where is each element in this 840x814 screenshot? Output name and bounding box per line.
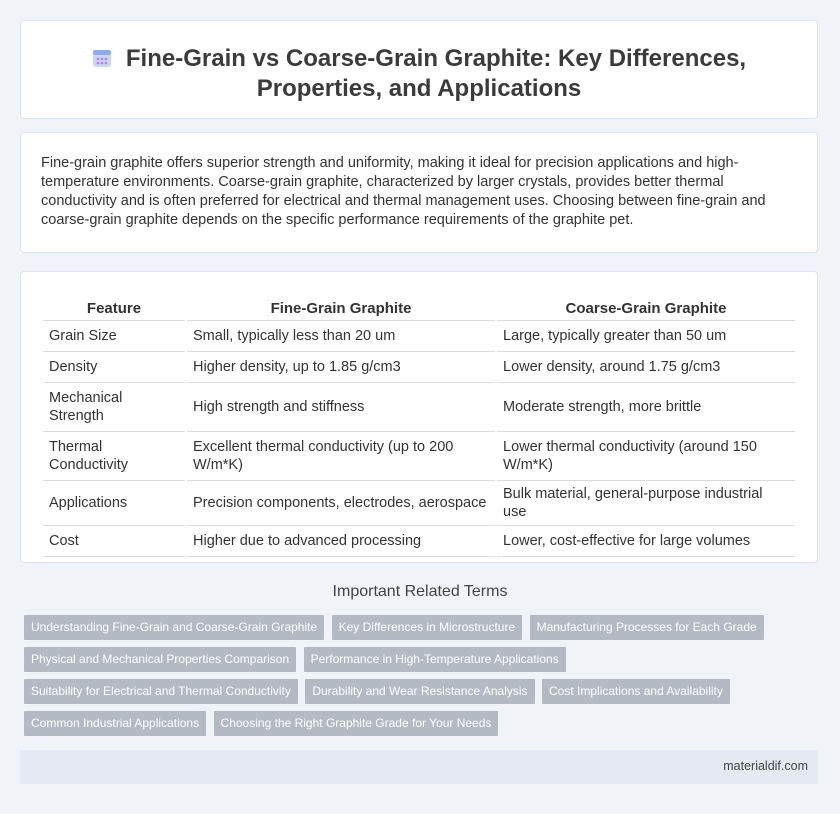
intro-card (20, 132, 818, 253)
table-cell: Higher density, up to 1.85 g/cm3 (187, 352, 495, 383)
table-header-cell: Feature (43, 296, 185, 321)
table-cell: Bulk material, general-purpose industrial use (497, 481, 795, 526)
table-cell: Applications (43, 481, 185, 526)
related-terms-list (24, 615, 824, 743)
table-row (43, 481, 795, 526)
related-term-tag[interactable]: Suitability for Electrical and Thermal Conductivity (24, 679, 298, 704)
header-card (20, 20, 818, 119)
related-term-tag[interactable]: Physical and Mechanical Properties Comparison (24, 647, 296, 672)
related-term-tag[interactable]: Durability and Wear Resistance Analysis (305, 679, 534, 704)
comparison-table (41, 296, 797, 557)
table-cell: Precision components, electrodes, aerospace (187, 481, 495, 526)
intro-paragraph: Fine-grain graphite offers superior strength and uniformity, making it ideal for precision applications and high-temperature environments. Coarse-grain graphite, characterized by larger crystals, provides better thermal conductivity and is often preferred for electrical and thermal management uses. Choosing between fine-grain and coarse-grain graphite depends on the specific performance requirements of the graphite pet. (41, 155, 766, 228)
calendar-grid-icon (92, 48, 112, 68)
table-cell: Lower thermal conductivity (around 150 W/m*K) (497, 432, 795, 481)
table-cell: Higher due to advanced processing (187, 526, 495, 557)
related-term-tag[interactable]: Performance in High-Temperature Applications (304, 647, 566, 672)
table-row (43, 321, 795, 352)
table-cell: Lower, cost-effective for large volumes (497, 526, 795, 557)
table-cell: Grain Size (43, 321, 185, 352)
table-row (43, 352, 795, 383)
related-term-tag[interactable]: Cost Implications and Availability (542, 679, 730, 704)
table-cell: Moderate strength, more brittle (497, 383, 795, 432)
table-cell: Lower density, around 1.75 g/cm3 (497, 352, 795, 383)
comparison-table-card (20, 271, 818, 563)
table-header-cell: Coarse-Grain Graphite (497, 296, 795, 321)
title-wrap (21, 44, 817, 104)
related-terms-title: Important Related Terms (332, 583, 508, 600)
related-term-tag[interactable]: Common Industrial Applications (24, 711, 206, 736)
table-row (43, 432, 795, 481)
table-cell: Excellent thermal conductivity (up to 200 W/m*K) (187, 432, 495, 481)
table-cell: Small, typically less than 20 um (187, 321, 495, 352)
table-header-cell: Fine-Grain Graphite (187, 296, 495, 321)
table-row (43, 383, 795, 432)
related-term-tag[interactable]: Key Differences in Microstructure (332, 615, 523, 640)
footer-site-link[interactable]: materialdif.com (723, 759, 808, 773)
related-term-tag[interactable]: Manufacturing Processes for Each Grade (530, 615, 764, 640)
table-header-row (43, 296, 795, 321)
table-cell: Cost (43, 526, 185, 557)
footer (20, 750, 818, 784)
table-cell: Density (43, 352, 185, 383)
table-cell: Thermal Conductivity (43, 432, 185, 481)
table-row (43, 526, 795, 557)
related-term-tag[interactable]: Understanding Fine-Grain and Coarse-Grain Graphite (24, 615, 324, 640)
related-term-tag[interactable]: Choosing the Right Graphite Grade for Your Needs (214, 711, 499, 736)
page-title-text: Fine-Grain vs Coarse-Grain Graphite: Key Differences, Properties, and Applications (125, 45, 747, 102)
page-title (49, 44, 789, 104)
table-cell: High strength and stiffness (187, 383, 495, 432)
table-cell: Large, typically greater than 50 um (497, 321, 795, 352)
table-cell: Mechanical Strength (43, 383, 185, 432)
